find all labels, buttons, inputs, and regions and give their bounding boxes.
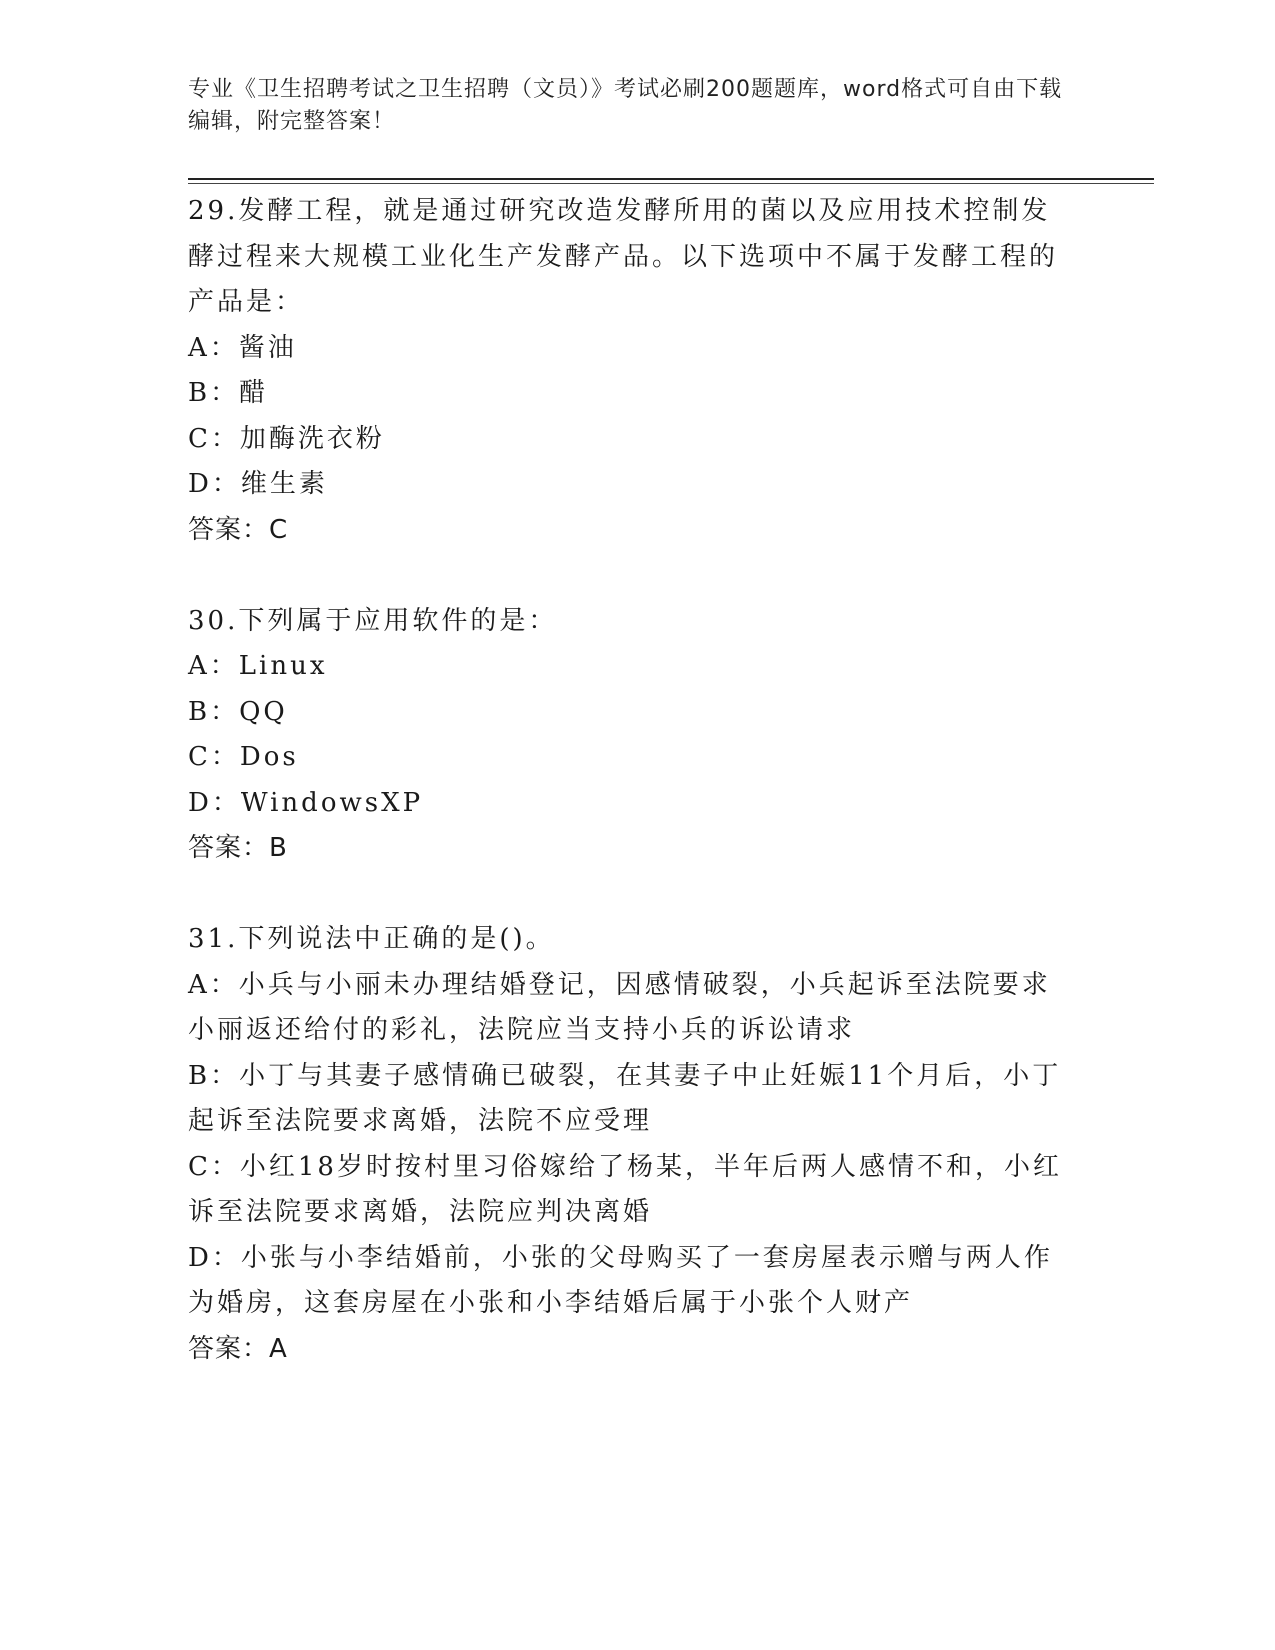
header-divider-thin — [188, 183, 1154, 184]
answer-label: 答案：B — [188, 833, 288, 863]
spacer — [188, 872, 1078, 918]
question-30 — [188, 599, 1078, 872]
option-c: C：小红18岁时按村里习俗嫁给了杨某，半年后两人感情不和，小红诉至法院要求离婚，法院应判决离婚 — [188, 1151, 1062, 1227]
spacer — [188, 553, 1078, 599]
option-d: D：WindowsXP — [188, 787, 424, 818]
option-b: B：QQ — [188, 696, 288, 727]
header-divider-thick — [188, 178, 1154, 180]
option-a: A：小兵与小丽未办理结婚登记，因感情破裂，小兵起诉至法院要求小丽返还给付的彩礼，法院应当支持小兵的诉讼请求 — [188, 969, 1051, 1045]
option-d: D：维生素 — [188, 469, 328, 499]
option-c: C：Dos — [188, 742, 299, 772]
question-31 — [188, 917, 1078, 1372]
option-d: D：小张与小李结婚前，小张的父母购买了一套房屋表示赠与两人作为婚房，这套房屋在小张和小李结婚后属于小张个人财产 — [188, 1242, 1053, 1318]
question-stem: 29.发酵工程，就是通过研究改造发酵所用的菌以及应用技术控制发酵过程来大规模工业化生产发酵产品。以下选项中不属于发酵工程的产品是： — [188, 196, 1059, 317]
question-stem: 31.下列说法中正确的是()。 — [188, 924, 555, 954]
option-b: B：小丁与其妻子感情确已破裂，在其妻子中止妊娠11个月后，小丁起诉至法院要求离婚，法院不应受理 — [188, 1060, 1062, 1136]
option-c: C：加酶洗衣粉 — [188, 423, 385, 454]
option-b: B：醋 — [188, 378, 269, 408]
answer-label: 答案：C — [188, 514, 289, 545]
question-list — [188, 189, 1078, 1372]
option-a: A：Linux — [188, 651, 328, 681]
question-29 — [188, 189, 1078, 553]
option-a: A：酱油 — [188, 332, 297, 363]
document-description: 专业《卫生招聘考试之卫生招聘（文员）》考试必刷200题题库，word格式可自由下载编辑，附完整答案！ — [188, 77, 1063, 134]
answer-label: 答案：A — [188, 1333, 288, 1364]
question-stem: 30.下列属于应用软件的是： — [188, 605, 558, 636]
